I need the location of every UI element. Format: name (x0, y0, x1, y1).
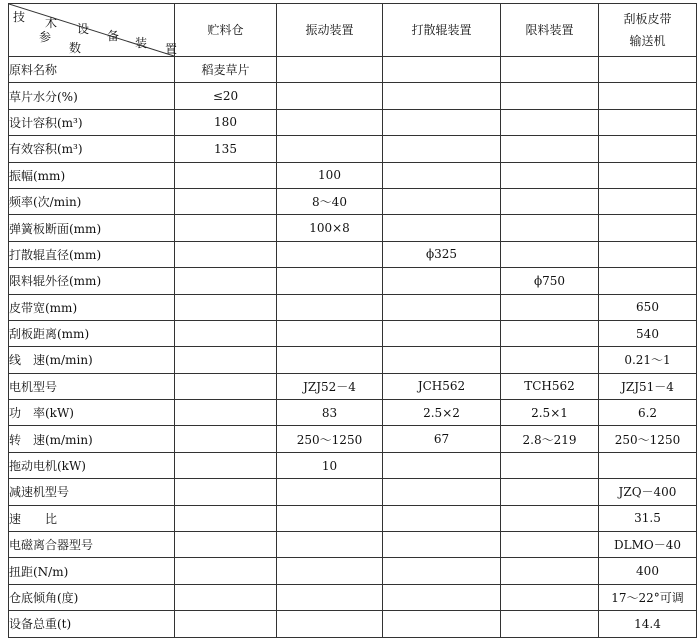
row-label: 电机型号 (9, 373, 175, 399)
table-cell: JZJ51－4 (599, 373, 697, 399)
table-cell (501, 558, 599, 584)
table-cell: 8～40 (277, 188, 383, 214)
table-cell (501, 136, 599, 162)
table-cell (383, 347, 501, 373)
table-cell (599, 215, 697, 241)
table-cell (175, 452, 277, 478)
table-cell: 14.4 (599, 611, 697, 637)
table-cell (175, 558, 277, 584)
table-cell: 650 (599, 294, 697, 320)
table-cell: 17～22°可调 (599, 584, 697, 610)
row-label: 设备总重(t) (9, 611, 175, 637)
table-cell (501, 215, 599, 241)
table-cell (501, 320, 599, 346)
table-row (9, 400, 697, 426)
table-cell: DLMO－40 (599, 532, 697, 558)
table-cell (383, 479, 501, 505)
column-header: 贮料仓 (175, 4, 277, 57)
table-cell (383, 452, 501, 478)
table-cell (277, 294, 383, 320)
table-cell (277, 532, 383, 558)
corner-char: 数 (69, 41, 82, 55)
table-cell (383, 83, 501, 109)
table-cell: ϕ325 (383, 241, 501, 267)
corner-char: 设 (77, 22, 90, 36)
table-cell (175, 215, 277, 241)
table-row (9, 347, 697, 373)
column-header: 打散辊装置 (383, 4, 501, 57)
table-cell: 67 (383, 426, 501, 452)
table-cell: 2.5×2 (383, 400, 501, 426)
corner-char: 备 (107, 29, 120, 43)
table-cell: 180 (175, 109, 277, 135)
table-body (9, 57, 697, 638)
table-cell (175, 532, 277, 558)
table-cell (277, 268, 383, 294)
table-cell (175, 505, 277, 531)
table-cell (383, 584, 501, 610)
table-cell: 31.5 (599, 505, 697, 531)
table-cell (175, 479, 277, 505)
table-cell (383, 215, 501, 241)
table-cell: 135 (175, 136, 277, 162)
table-cell: 540 (599, 320, 697, 346)
table-cell (175, 400, 277, 426)
row-label: 扭距(N/m) (9, 558, 175, 584)
table-cell: JZQ－400 (599, 479, 697, 505)
table-cell: 400 (599, 558, 697, 584)
table-cell (501, 479, 599, 505)
table-row (9, 241, 697, 267)
table-cell (277, 83, 383, 109)
table-cell (277, 57, 383, 83)
table-cell (383, 611, 501, 637)
table-cell (277, 136, 383, 162)
table-cell (599, 452, 697, 478)
table-row (9, 426, 697, 452)
row-label: 仓底倾角(度) (9, 584, 175, 610)
table-row (9, 505, 697, 531)
table-row (9, 479, 697, 505)
row-label: 振幅(mm) (9, 162, 175, 188)
table-cell (599, 241, 697, 267)
column-header: 刮板皮带 输送机 (599, 4, 697, 57)
table-row (9, 136, 697, 162)
table-cell: JCH562 (383, 373, 501, 399)
table-cell (383, 136, 501, 162)
table-cell (175, 268, 277, 294)
row-label: 皮带宽(mm) (9, 294, 175, 320)
table-cell (277, 611, 383, 637)
table-cell (599, 162, 697, 188)
row-label: 拖动电机(kW) (9, 452, 175, 478)
table-cell (501, 294, 599, 320)
table-cell (599, 57, 697, 83)
table-cell (383, 162, 501, 188)
table-cell (501, 162, 599, 188)
table-row (9, 83, 697, 109)
table-cell (277, 320, 383, 346)
row-label: 刮板距离(mm) (9, 320, 175, 346)
table-cell: 100 (277, 162, 383, 188)
table-cell: 2.5×1 (501, 400, 599, 426)
table-cell (277, 109, 383, 135)
table-cell (599, 268, 697, 294)
table-cell: 2.8～219 (501, 426, 599, 452)
table-cell (501, 109, 599, 135)
row-label: 设计容积(m³) (9, 109, 175, 135)
table-cell: 250～1250 (599, 426, 697, 452)
table-row (9, 558, 697, 584)
table-cell (277, 479, 383, 505)
table-cell (175, 241, 277, 267)
row-label: 频率(次/min) (9, 188, 175, 214)
row-label: 线 速(m/min) (9, 347, 175, 373)
table-cell (501, 505, 599, 531)
table-cell (175, 320, 277, 346)
table-cell: 0.21～1 (599, 347, 697, 373)
corner-char: 技 (13, 10, 26, 24)
corner-char: 参 (39, 30, 52, 44)
table-cell: 250～1250 (277, 426, 383, 452)
table-cell (383, 268, 501, 294)
table-cell (599, 136, 697, 162)
table-cell (175, 584, 277, 610)
table-cell (175, 294, 277, 320)
table-cell (175, 188, 277, 214)
table-cell (383, 320, 501, 346)
column-header: 振动装置 (277, 4, 383, 57)
table-row (9, 268, 697, 294)
table-row (9, 294, 697, 320)
column-header: 限料装置 (501, 4, 599, 57)
table-cell (277, 584, 383, 610)
table-cell (383, 109, 501, 135)
table-cell (277, 347, 383, 373)
table-cell (277, 558, 383, 584)
table-row (9, 452, 697, 478)
equipment-spec-table (8, 3, 697, 638)
table-cell (383, 558, 501, 584)
row-label: 原料名称 (9, 57, 175, 83)
table-cell (383, 294, 501, 320)
table-cell: ≤20 (175, 83, 277, 109)
corner-char: 置 (165, 42, 178, 56)
table-row (9, 215, 697, 241)
table-cell (175, 373, 277, 399)
table-cell (501, 611, 599, 637)
table-cell (501, 83, 599, 109)
header-row (9, 4, 697, 57)
row-label: 减速机型号 (9, 479, 175, 505)
table-row (9, 109, 697, 135)
diagonal-header-cell (9, 4, 178, 57)
table-cell (501, 188, 599, 214)
table-row (9, 373, 697, 399)
table-cell (277, 241, 383, 267)
row-label: 限料辊外径(mm) (9, 268, 175, 294)
table-cell (383, 505, 501, 531)
table-cell (599, 83, 697, 109)
table-cell: ϕ750 (501, 268, 599, 294)
row-label: 速 比 (9, 505, 175, 531)
corner-char: 装 (135, 36, 148, 50)
table-cell: JZJ52－4 (277, 373, 383, 399)
table-cell (175, 426, 277, 452)
table-cell (501, 452, 599, 478)
row-label: 有效容积(m³) (9, 136, 175, 162)
table-row (9, 584, 697, 610)
table-cell: TCH562 (501, 373, 599, 399)
table-cell (599, 188, 697, 214)
table-cell: 10 (277, 452, 383, 478)
table-cell (175, 611, 277, 637)
table-cell (383, 532, 501, 558)
table-cell (501, 347, 599, 373)
table-cell: 稻麦草片 (175, 57, 277, 83)
table-cell (175, 347, 277, 373)
table-cell (383, 57, 501, 83)
table-row (9, 611, 697, 637)
table-row (9, 188, 697, 214)
table-cell (599, 109, 697, 135)
row-label: 转 速(m/min) (9, 426, 175, 452)
table-cell (383, 188, 501, 214)
corner-char: 术 (45, 16, 58, 30)
table-cell: 100×8 (277, 215, 383, 241)
table-cell (501, 57, 599, 83)
row-label: 弹簧板断面(mm) (9, 215, 175, 241)
table-cell (501, 532, 599, 558)
table-cell (501, 584, 599, 610)
table-cell (175, 162, 277, 188)
row-label: 功 率(kW) (9, 400, 175, 426)
table-cell (501, 241, 599, 267)
diagonal-line (9, 4, 174, 56)
row-label: 电磁离合器型号 (9, 532, 175, 558)
row-label: 草片水分(%) (9, 83, 175, 109)
table-row (9, 162, 697, 188)
table-cell: 83 (277, 400, 383, 426)
table-row (9, 57, 697, 83)
row-label: 打散辊直径(mm) (9, 241, 175, 267)
table-cell (277, 505, 383, 531)
table-row (9, 532, 697, 558)
table-cell: 6.2 (599, 400, 697, 426)
table-row (9, 320, 697, 346)
